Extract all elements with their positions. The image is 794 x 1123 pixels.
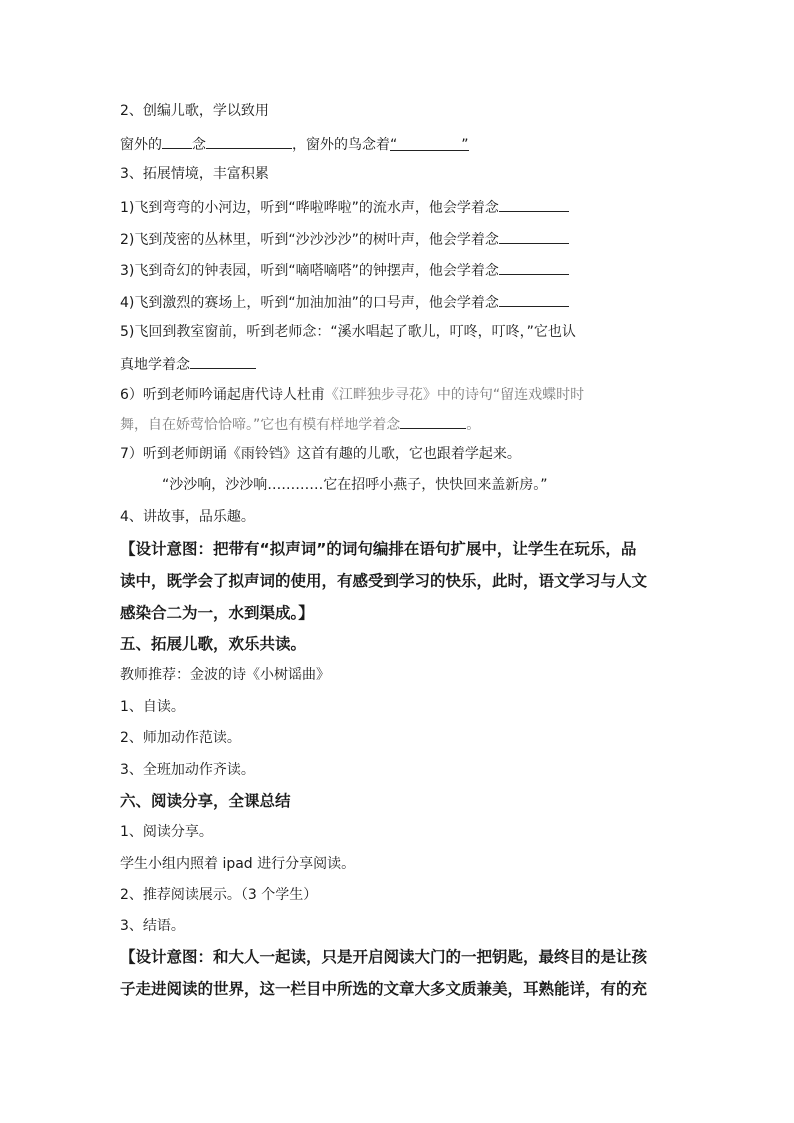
text: 4、讲故事，品乐趣。	[120, 509, 255, 525]
text: 3)飞到奇幻的钟表园，听到“嘀嗒嘀嗒”的钟摆声，他会学着念	[120, 263, 499, 279]
text: 1、自读。	[120, 699, 185, 715]
text: 6）听到老师吟诵起唐代诗人杜甫	[120, 387, 325, 403]
text: ，窗外的鸟念着	[292, 137, 390, 153]
design-intent-1-cont	[120, 571, 680, 591]
text: 【设计意图：把带有“拟声词”的词句编排在语句扩展中，让学生在玩乐，品	[120, 540, 637, 558]
text: 2、创编儿歌，学以致用	[120, 103, 269, 119]
close-quote: ”	[461, 137, 469, 153]
text: 六、阅读分享，全课总结	[120, 792, 291, 810]
step-model-read	[120, 728, 680, 748]
section-5-heading	[120, 634, 680, 654]
text: 教师推荐：金波的诗《小树谣曲》	[120, 667, 330, 683]
step-3-heading	[120, 164, 680, 184]
scenario-5-cont	[120, 353, 680, 375]
text: 1)飞到弯弯的小河边，听到“哗啦哗啦”的流水声，他会学着念	[120, 200, 499, 216]
design-intent-1-end	[120, 603, 680, 623]
design-intent-2-cont	[120, 979, 680, 999]
quoted-fill-blank[interactable]	[390, 135, 469, 151]
window-song-line	[120, 133, 680, 155]
open-quote: “	[390, 137, 398, 153]
text: 感染合二为一，水到渠成。】	[120, 604, 314, 622]
design-intent-2	[120, 947, 680, 967]
text: 3、全班加动作齐读。	[120, 762, 255, 778]
text: 读中，既学会了拟声词的使用，有感受到学习的快乐，此时，语文学习与人文	[120, 572, 648, 590]
text: 真地学着念	[120, 357, 190, 373]
text: 4)飞到激烈的赛场上，听到“加油加油”的口号声，他会学着念	[120, 295, 499, 311]
step-self-read	[120, 697, 680, 717]
teacher-recommend	[120, 665, 680, 685]
text: 【设计意图：和大人一起读，只是开启阅读大门的一把钥匙，最终目的是让孩	[120, 948, 648, 966]
text: 念	[192, 137, 206, 153]
text: 3、拓展情境，丰富积累	[120, 166, 269, 182]
fill-blank[interactable]	[190, 353, 256, 369]
fill-blank[interactable]	[499, 291, 569, 307]
scenario-2	[120, 228, 680, 250]
poem-text: 《江畔独步寻花》中的诗句“留连戏蝶时时	[324, 387, 585, 403]
step-4-heading	[120, 507, 680, 527]
step-class-read	[120, 760, 680, 780]
fill-blank[interactable]	[206, 133, 292, 149]
poem-text: 舞，自在娇莺恰恰啼。”它也有模有样地学着念	[120, 417, 401, 433]
text: 窗外的	[120, 137, 162, 153]
design-intent-1	[120, 539, 680, 559]
text: “沙沙响，沙沙响…………它在招呼小燕子，快快回来盖新房。”	[162, 477, 548, 493]
text: 五、拓展儿歌，欢乐共读。	[120, 635, 307, 653]
fill-blank[interactable]	[400, 413, 466, 429]
section-6-heading	[120, 791, 680, 811]
fill-blank[interactable]	[162, 133, 192, 149]
fill-blank[interactable]	[499, 228, 569, 244]
text: 2、师加动作范读。	[120, 730, 241, 746]
scenario-4	[120, 291, 680, 313]
text: 学生小组内照着 ipad 进行分享阅读。	[120, 856, 356, 872]
step-reading-share	[120, 822, 680, 842]
text: 子走进阅读的世界，这一栏目中所选的文章大多文质兼美，耳熟能详，有的充	[120, 980, 648, 998]
text: 2、推荐阅读展示。（3 个学生）	[120, 887, 318, 903]
scenario-7	[120, 444, 680, 464]
text: 7）听到老师朗诵《雨铃铛》这首有趣的儿歌，它也跟着学起来。	[120, 446, 521, 462]
text: 2)飞到茂密的丛林里，听到“沙沙沙沙”的树叶声，他会学着念	[120, 232, 499, 248]
fill-blank[interactable]	[499, 259, 569, 275]
step-2-heading	[120, 101, 680, 121]
scenario-6-cont	[120, 413, 680, 435]
step-conclusion	[120, 916, 680, 936]
group-share	[120, 854, 680, 874]
scenario-6	[120, 385, 680, 405]
scenario-5	[120, 322, 680, 342]
text: 3、结语。	[120, 918, 185, 934]
scenario-3	[120, 259, 680, 281]
fill-blank[interactable]	[499, 196, 569, 212]
song-quote	[162, 475, 722, 495]
step-recommend-show	[120, 885, 680, 905]
scenario-1	[120, 196, 680, 218]
text: 。	[466, 417, 481, 433]
text: 1、阅读分享。	[120, 824, 213, 840]
text: 5)飞回到教室窗前，听到老师念：“溪水唱起了歌儿，叮咚，叮咚，”它也认	[120, 324, 576, 340]
